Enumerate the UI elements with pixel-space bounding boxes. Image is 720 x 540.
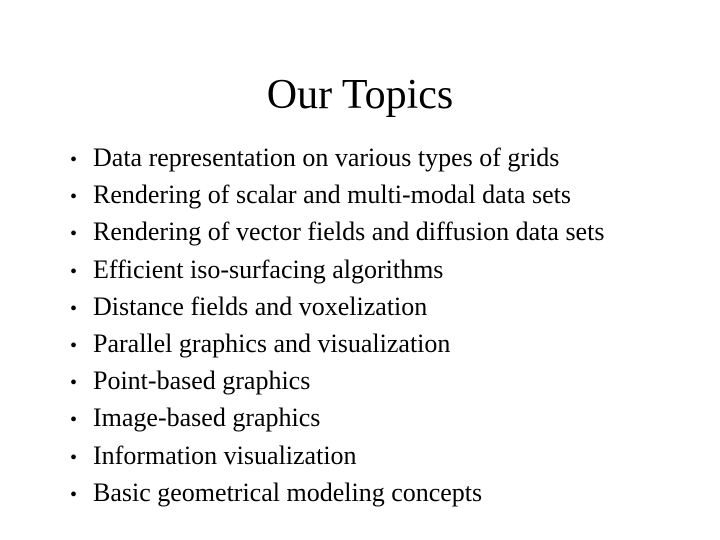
list-item-text: Data representation on various types of grids [93, 143, 560, 172]
list-item [70, 176, 710, 213]
list-item [70, 325, 710, 362]
list-item-text: Distance fields and voxelization [93, 291, 428, 321]
bullet-dot: • [70, 372, 78, 395]
bullet-dot: • [70, 297, 78, 320]
list-item-text: Parallel graphics and visualization [93, 328, 451, 358]
list-item [70, 362, 710, 399]
list-item [70, 399, 710, 436]
list-item-text: Information visualization [93, 440, 357, 470]
list-item-text: Point-based graphics [93, 366, 311, 396]
list-item [70, 213, 710, 250]
bullet-dot: • [70, 223, 78, 246]
list-item [70, 251, 710, 288]
bullet-dot: • [70, 334, 78, 357]
topic-list [70, 139, 710, 511]
bullet-dot: • [70, 149, 78, 171]
slide-title: Our Topics [266, 72, 454, 118]
list-item [70, 437, 710, 474]
list-item-text: Efficient iso-surfacing algorithms [93, 254, 444, 284]
list-item [70, 474, 710, 511]
list-item [70, 139, 710, 176]
bullet-dot: • [70, 186, 78, 209]
bullet-dot: • [70, 409, 78, 432]
list-item-text: Rendering of vector fields and diffusion data sets [93, 217, 605, 247]
list-item [70, 288, 710, 325]
bullet-dot: • [70, 483, 78, 506]
list-item-text: Image-based graphics [93, 403, 321, 433]
bullet-dot: • [70, 260, 78, 283]
list-item-text: Rendering of scalar and multi-modal data sets [93, 180, 571, 210]
list-item-text: Basic geometrical modeling concepts [93, 477, 483, 507]
bullet-dot: • [70, 446, 78, 469]
